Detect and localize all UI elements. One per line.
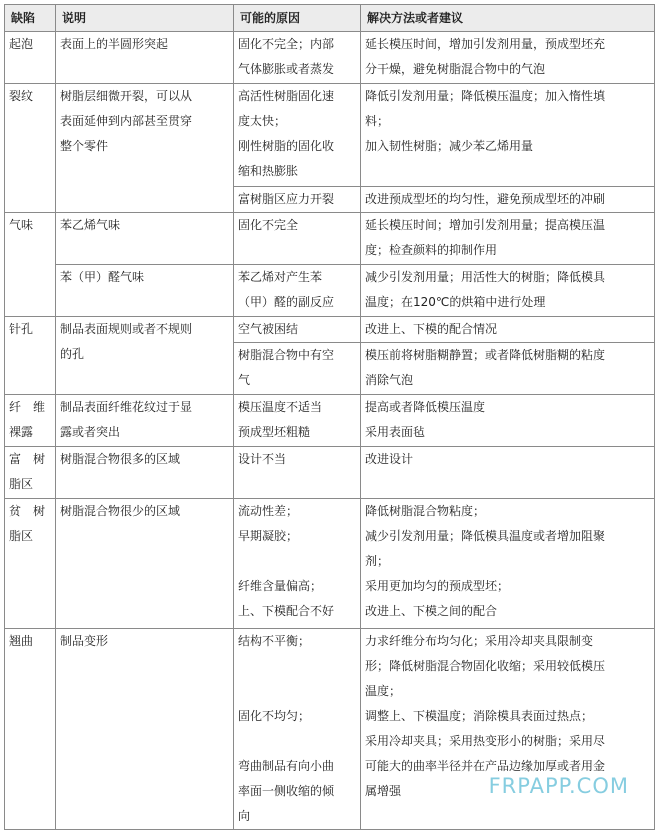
defect-name-line: 纤 维 bbox=[9, 400, 46, 414]
cause-line: 早期凝胶； bbox=[238, 529, 299, 543]
defect-name-line: 裸露 bbox=[9, 425, 34, 439]
cause-cell bbox=[234, 187, 361, 213]
table-row bbox=[5, 32, 655, 84]
cause-line: 模压温度不适当 bbox=[238, 400, 323, 414]
header-solutions: 解决方法或者建议 bbox=[361, 5, 655, 32]
description-line: 整个零件 bbox=[60, 139, 109, 153]
solution-line: 剂； bbox=[365, 554, 390, 568]
cause-line: 预成型坯粗糙 bbox=[238, 425, 311, 439]
cause-line: 固化不完全 bbox=[238, 218, 299, 232]
defect-name-line: 脂区 bbox=[9, 529, 34, 543]
cause-line: 空气被困结 bbox=[238, 322, 299, 336]
solution-cell bbox=[361, 213, 655, 265]
cause-line: 富树脂区应力开裂 bbox=[238, 192, 335, 206]
defect-name: 气味 bbox=[9, 218, 34, 232]
description-cell bbox=[56, 265, 234, 317]
table-row bbox=[5, 213, 655, 265]
cause-line: 气体膨胀或者蒸发 bbox=[238, 62, 335, 76]
description-line: 制品表面纤维花纹过于显 bbox=[60, 400, 193, 414]
solution-cell bbox=[361, 499, 655, 629]
defect-cell bbox=[5, 447, 56, 499]
solution-line: 延长模压时间，增加引发剂用量，预成型坯充 bbox=[365, 37, 606, 51]
cause-line: 刚性树脂的固化收 bbox=[238, 139, 335, 153]
description-cell bbox=[56, 84, 234, 213]
cause-line: 弯曲制品有向小曲 bbox=[238, 759, 335, 773]
description-cell bbox=[56, 213, 234, 265]
cause-line: 苯乙烯对产生苯 bbox=[238, 270, 323, 284]
cause-line: 气 bbox=[238, 373, 251, 387]
defect-name: 裂纹 bbox=[9, 89, 34, 103]
solution-cell bbox=[361, 447, 655, 499]
cause-line: 流动性差； bbox=[238, 504, 299, 518]
defect-name-line: 脂区 bbox=[9, 477, 34, 491]
solution-line: 分干燥，避免树脂混合物中的气泡 bbox=[365, 62, 546, 76]
cause-line bbox=[238, 549, 356, 574]
defect-cell bbox=[5, 213, 56, 317]
solution-line: 温度； bbox=[365, 684, 402, 698]
defect-cell bbox=[5, 84, 56, 213]
header-description: 说明 bbox=[56, 5, 234, 32]
solution-line: 提高或者降低模压温度 bbox=[365, 400, 486, 414]
description-cell bbox=[56, 317, 234, 395]
cause-line: 度太快； bbox=[238, 114, 287, 128]
cause-line: 率面一侧收缩的倾 bbox=[238, 784, 335, 798]
description-line: 的孔 bbox=[60, 347, 85, 361]
solution-line: 模压前将树脂糊静置；或者降低树脂糊的粘度 bbox=[365, 348, 606, 362]
solution-cell bbox=[361, 395, 655, 447]
solution-line: 料； bbox=[365, 114, 390, 128]
table-row bbox=[5, 395, 655, 447]
cause-cell bbox=[234, 343, 361, 395]
header-causes: 可能的原因 bbox=[234, 5, 361, 32]
table-row bbox=[5, 447, 655, 499]
cause-line: 固化不完全；内部 bbox=[238, 37, 335, 51]
solution-line: 采用更加均匀的预成型坯； bbox=[365, 579, 510, 593]
cause-line: 上、下模配合不好 bbox=[238, 604, 335, 618]
solution-cell bbox=[361, 629, 655, 830]
description-line: 树脂混合物很少的区域 bbox=[60, 504, 181, 518]
table-row bbox=[5, 629, 655, 830]
solution-line: 采用表面毡 bbox=[365, 425, 426, 439]
cause-line: （甲）醛的副反应 bbox=[238, 295, 335, 309]
solution-cell bbox=[361, 84, 655, 187]
table-row bbox=[5, 317, 655, 343]
cause-cell bbox=[234, 447, 361, 499]
defect-name: 起泡 bbox=[9, 37, 34, 51]
solution-line: 减少引发剂用量；降低模具温度或者增加阻聚 bbox=[365, 529, 606, 543]
cause-cell bbox=[234, 213, 361, 265]
description-line: 露或者突出 bbox=[60, 425, 121, 439]
solution-line: 形；降低树脂混合物固化收缩；采用较低模压 bbox=[365, 659, 606, 673]
solution-line: 改进上、下模之间的配合 bbox=[365, 604, 498, 618]
cause-cell bbox=[234, 32, 361, 84]
cause-line bbox=[238, 729, 356, 754]
defect-name-line: 富 树 bbox=[9, 452, 46, 466]
description-line: 苯（甲）醛气味 bbox=[60, 270, 145, 284]
description-line: 制品表面规则或者不规则 bbox=[60, 322, 193, 336]
solution-line: 延长模压时间；增加引发剂用量；提高模压温 bbox=[365, 218, 606, 232]
solution-line: 降低引发剂用量；降低模压温度；加入惰性填 bbox=[365, 89, 606, 103]
defect-cell bbox=[5, 499, 56, 629]
solution-line: 消除气泡 bbox=[365, 373, 414, 387]
cause-line: 缩和热膨胀 bbox=[238, 164, 299, 178]
solution-cell bbox=[361, 317, 655, 343]
solution-line: 改进设计 bbox=[365, 452, 414, 466]
table-row bbox=[5, 265, 655, 317]
solution-cell bbox=[361, 265, 655, 317]
description-cell bbox=[56, 447, 234, 499]
solution-line: 度；检查颜料的抑制作用 bbox=[365, 243, 498, 257]
cause-cell bbox=[234, 499, 361, 629]
cause-line bbox=[238, 654, 356, 679]
description-cell bbox=[56, 32, 234, 84]
solution-line: 属增强 bbox=[365, 784, 402, 798]
solution-cell bbox=[361, 187, 655, 213]
cause-line: 高活性树脂固化速 bbox=[238, 89, 335, 103]
solution-line: 降低树脂混合物粘度； bbox=[365, 504, 486, 518]
cause-cell bbox=[234, 629, 361, 830]
cause-line: 树脂混合物中有空 bbox=[238, 348, 335, 362]
table-row bbox=[5, 84, 655, 187]
description-line: 表面延伸到内部甚至贯穿 bbox=[60, 114, 193, 128]
defect-cell bbox=[5, 317, 56, 395]
cause-line: 纤维含量偏高； bbox=[238, 579, 323, 593]
solution-line: 采用冷却夹具；采用热变形小的树脂；采用尽 bbox=[365, 734, 606, 748]
description-line: 制品变形 bbox=[60, 634, 109, 648]
solution-line: 调整上、下模温度；消除模具表面过热点； bbox=[365, 709, 594, 723]
solution-line: 可能大的曲率半径并在产品边缘加厚或者用金 bbox=[365, 759, 606, 773]
defect-cell bbox=[5, 32, 56, 84]
cause-cell bbox=[234, 317, 361, 343]
cause-line bbox=[238, 679, 356, 704]
description-cell bbox=[56, 499, 234, 629]
solution-cell bbox=[361, 32, 655, 84]
description-line: 树脂混合物很多的区域 bbox=[60, 452, 181, 466]
solution-line: 温度；在120℃的烘箱中进行处理 bbox=[365, 295, 546, 309]
defects-table bbox=[4, 4, 655, 830]
solution-line: 改进预成型坯的均匀性，避免预成型坯的冲刷 bbox=[365, 192, 606, 206]
cause-cell bbox=[234, 395, 361, 447]
header-row bbox=[5, 5, 655, 32]
defect-name: 针孔 bbox=[9, 322, 34, 336]
defect-cell bbox=[5, 629, 56, 830]
description-line: 树脂层细微开裂，可以从 bbox=[60, 89, 193, 103]
description-line: 苯乙烯气味 bbox=[60, 218, 121, 232]
defect-name-line: 贫 树 bbox=[9, 504, 46, 518]
solution-line: 减少引发剂用量；用活性大的树脂；降低模具 bbox=[365, 270, 606, 284]
solution-line: 改进上、下模的配合情况 bbox=[365, 322, 498, 336]
description-cell bbox=[56, 629, 234, 830]
cause-line: 设计不当 bbox=[238, 452, 287, 466]
description-cell bbox=[56, 395, 234, 447]
cause-cell bbox=[234, 265, 361, 317]
table-row bbox=[5, 499, 655, 629]
header-defect: 缺陷 bbox=[5, 5, 56, 32]
solution-line: 加入韧性树脂；减少苯乙烯用量 bbox=[365, 139, 534, 153]
site-watermark: FRPAPP.COM bbox=[488, 774, 629, 798]
cause-line: 结构不平衡； bbox=[238, 634, 311, 648]
cause-line: 向 bbox=[238, 809, 251, 823]
cause-cell bbox=[234, 84, 361, 187]
solution-cell bbox=[361, 343, 655, 395]
defect-name: 翘曲 bbox=[9, 634, 34, 648]
cause-line: 固化不均匀； bbox=[238, 709, 311, 723]
solution-line: 力求纤维分布均匀化；采用冷却夹具限制变 bbox=[365, 634, 594, 648]
defect-cell bbox=[5, 395, 56, 447]
description-line: 表面上的半圆形突起 bbox=[60, 37, 169, 51]
